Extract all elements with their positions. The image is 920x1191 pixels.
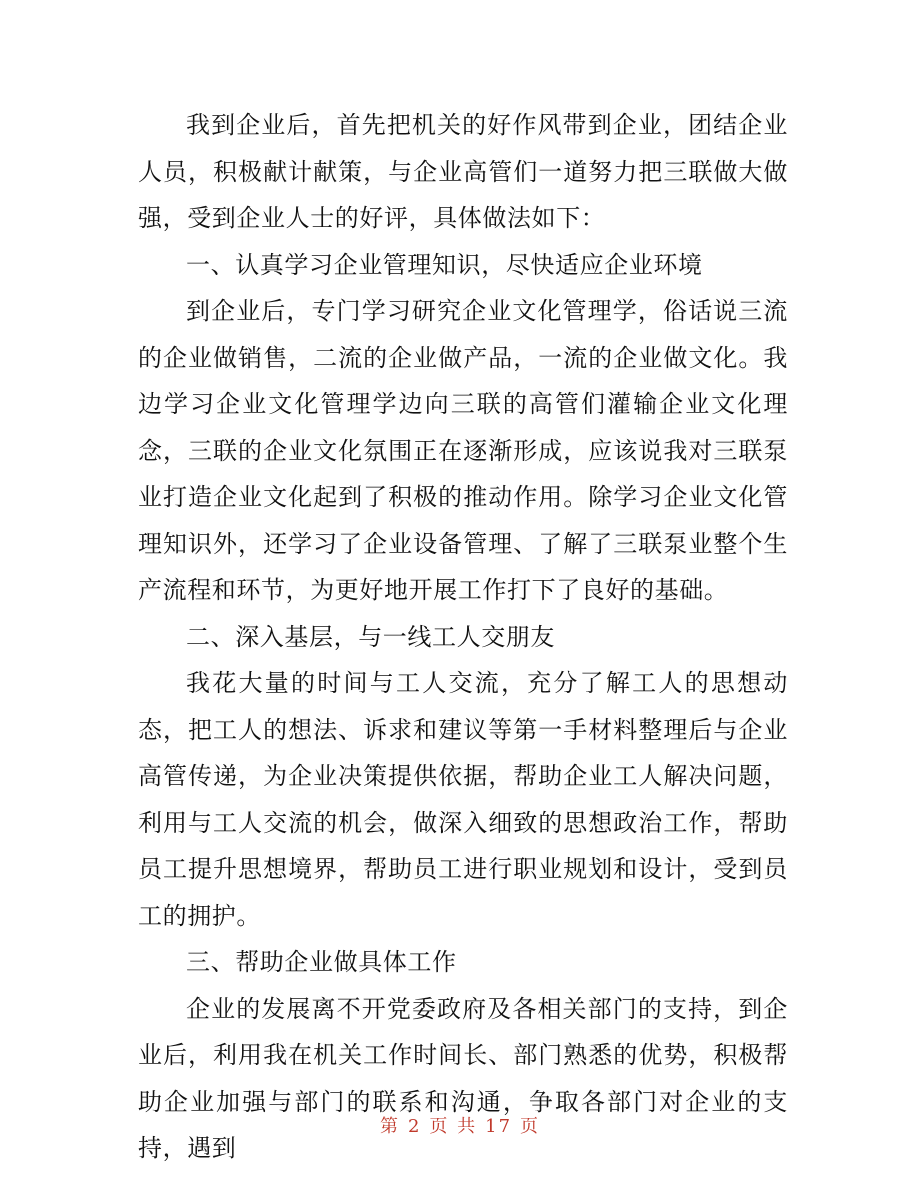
- paragraph-section-2: 我花大量的时间与工人交流，充分了解工人的思想动态，把工人的想法、诉求和建议等第一手材料整理后与企业高管传递，为企业决策提供依据，帮助企业工人解决问题，利用与工人交流的机会，做深入细致的思想政治工作，帮助员工提升思想境界，帮助员工进行职业规划和设计，受到员工的拥护。: [138, 669, 788, 930]
- section-heading-2: 二、深入基层，与一线工人交朋友: [186, 622, 555, 651]
- paragraph-section-3: 企业的发展离不开党委政府及各相关部门的支持，到企业后，利用我在机关工作时间长、部门熟悉的优势，积极帮助企业加强与部门的联系和沟通，争取各部门对企业的支持，遇到: [138, 994, 788, 1162]
- paragraph-section-1: 到企业后，专门学习研究企业文化管理学，俗话说三流的企业做销售，二流的企业做产品，一流的企业做文化。我边学习企业文化管理学边向三联的高管们灌输企业文化理念，三联的企业文化氛围正在逐渐形成，应该说我对三联泵业打造企业文化起到了积极的推动作用。除学习企业文化管理知识外，还学习了企业设备管理、了解了三联泵业整个生产流程和环节，为更好地开展工作打下了良好的基础。: [138, 297, 788, 604]
- footer-suffix: 页: [520, 1116, 541, 1137]
- section-heading-3: 三、帮助企业做具体工作: [186, 948, 457, 976]
- current-page-number: 2: [407, 1116, 422, 1137]
- paragraph-intro: 我到企业后，首先把机关的好作风带到企业，团结企业人员，积极献计献策，与企业高管们一道努力把三联做大做强，受到企业人士的好评，具体做法如下：: [138, 111, 788, 232]
- footer-prefix: 第: [379, 1116, 400, 1137]
- total-pages-number: 17: [485, 1116, 513, 1137]
- footer-mid: 页 共: [429, 1116, 478, 1137]
- section-heading-1: 一、认真学习企业管理知识，尽快适应企业环境: [186, 250, 703, 279]
- page-number-footer: [0, 1112, 920, 1138]
- document-body: [138, 102, 788, 1172]
